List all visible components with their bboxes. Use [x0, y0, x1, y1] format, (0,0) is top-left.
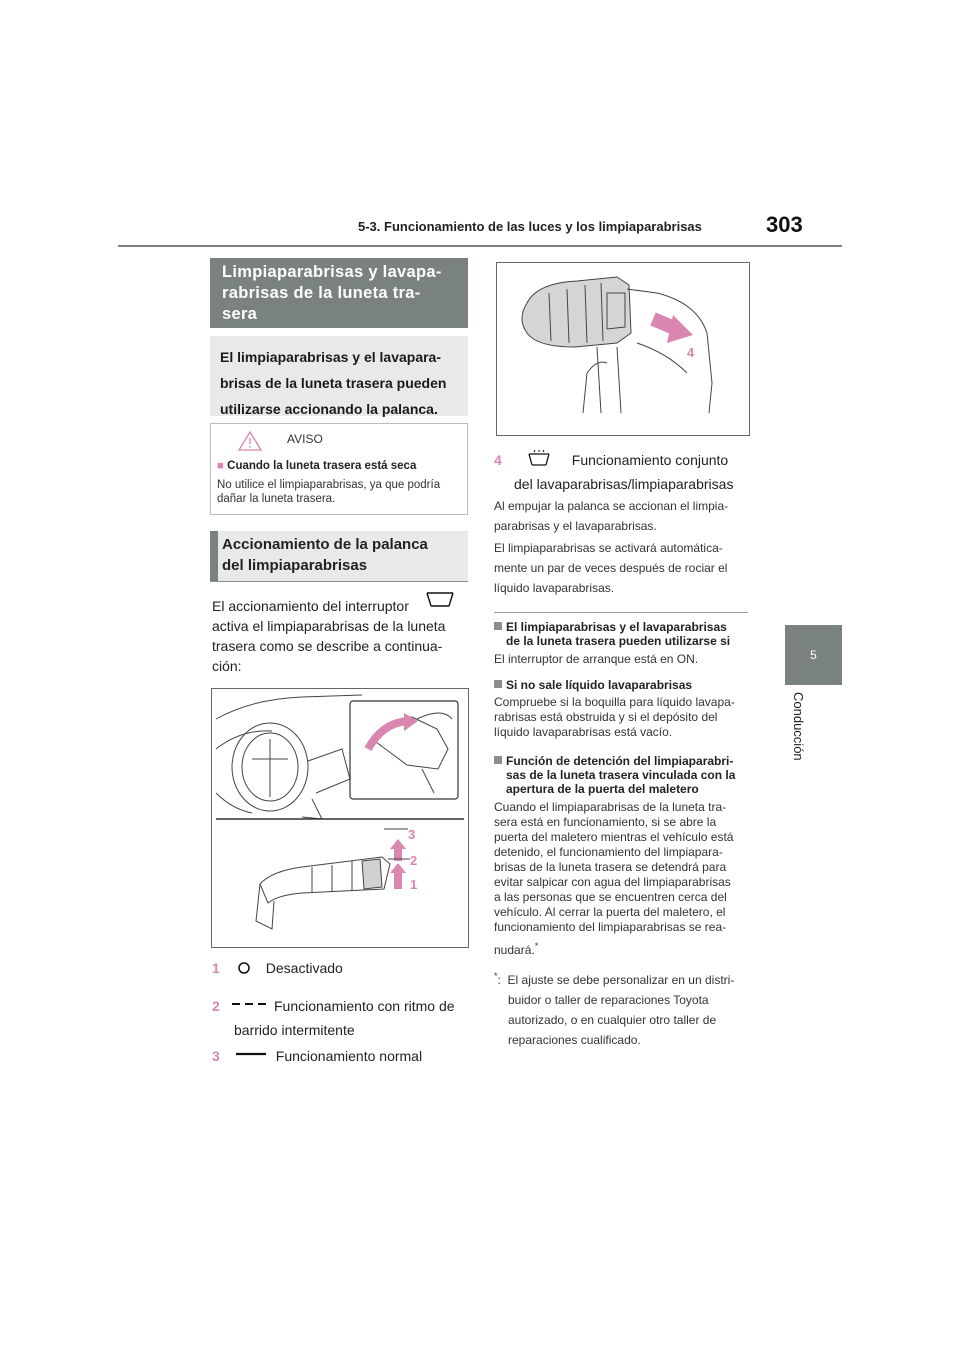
notes-divider	[494, 612, 748, 613]
chapter-tab[interactable]: 5	[785, 625, 842, 685]
body-paragraph: El accionamiento del interruptor activa el limpiaparabrisas de la luneta trasera como se describe a continua- ción:	[212, 598, 446, 674]
off-circle-icon	[236, 961, 252, 975]
warning-triangle-icon	[237, 430, 263, 452]
note-stop-function: Función de detención del limpiaparabri- sas de la luneta trasera vinculada con la apertura de la puerta del maletero Cuando el limpiaparabrisas de la luneta tra- sera está en funcionamiento, si se abre la puerta del maletero mientras el vehículo está detenido, el funcionamiento del limpiapara- brisas de la luneta trasera se detendrá para evitar salpicar con agua del limpiaparabrisas a las personas que se encuentren cerca del vehículo. Al cerrar la puerta del maletero, el funcionamiento del limpiaparabrisas se rea- nudará.*	[494, 754, 736, 957]
subheading: Accionamiento de la palanca del limpiaparabrisas	[210, 531, 468, 582]
item-washer: 4 Funcionamiento conjunto del lavaparabrisas/limpiaparabrisas	[494, 452, 734, 492]
lever-push-drawing	[497, 263, 749, 435]
item-off: 1 Desactivado	[212, 960, 343, 976]
washer-icon	[526, 450, 552, 468]
header-divider	[118, 245, 842, 247]
fig-label-3: 3	[408, 827, 416, 842]
section-title: 5-3. Funcionamiento de las luces y los limpiaparabrisas	[358, 219, 702, 234]
fig-label-2: 2	[410, 853, 418, 868]
note-conditions: El limpiaparabrisas y el lavaparabrisas de la luneta trasera pueden utilizarse si El interruptor de arranque está en ON.	[494, 620, 731, 666]
warning-text: No utilice el limpiaparabrisas, ya que podría dañar la luneta trasera.	[217, 479, 441, 505]
washer-paragraph-1: Al empujar la palanca se accionan el limpia- parabrisas y el lavaparabrisas.	[494, 499, 729, 533]
footnote: *: El ajuste se debe personalizar en un distri- buidor o taller de reparaciones Toyota autorizado, o en cualquier otro taller de reparaciones cualificado.	[494, 971, 735, 1047]
lever-illustration	[211, 688, 469, 948]
washer-paragraph-2: El limpiaparabrisas se activará automática- mente un par de veces después de rociar el líquido lavaparabrisas.	[494, 541, 728, 595]
intro-box: El limpiaparabrisas y el lavapara- brisas de la luneta trasera pueden utilizarse accionando la palanca.	[210, 336, 468, 416]
rear-wiper-switch-icon	[424, 590, 456, 610]
warning-box	[210, 423, 468, 515]
dashed-line-icon	[232, 999, 268, 1009]
note-no-fluid: Si no sale líquido lavaparabrisas Compruebe si la boquilla para líquido lavapa- rabrisas está obstruida y si el depósito del líquido lavaparabrisas está vacío.	[494, 678, 735, 739]
dashboard-lever-drawing	[212, 689, 468, 947]
fig-label-1: 1	[410, 877, 418, 892]
solid-line-icon	[236, 1049, 266, 1059]
section-heading: Limpiaparabrisas y lavapa- rabrisas de la luneta tra- sera	[210, 258, 468, 328]
chapter-label: Conducción	[791, 692, 806, 761]
lever-push-illustration	[496, 262, 750, 436]
fig-label-4: 4	[687, 345, 695, 360]
item-intermittent: 2 Funcionamiento con ritmo de barrido intermitente	[212, 998, 455, 1038]
warning-subheading: ■ Cuando la luneta trasera está seca	[217, 460, 417, 472]
warning-title: AVISO	[287, 432, 323, 446]
item-normal: 3 Funcionamiento normal	[212, 1048, 423, 1064]
page-number: 303	[766, 212, 803, 237]
